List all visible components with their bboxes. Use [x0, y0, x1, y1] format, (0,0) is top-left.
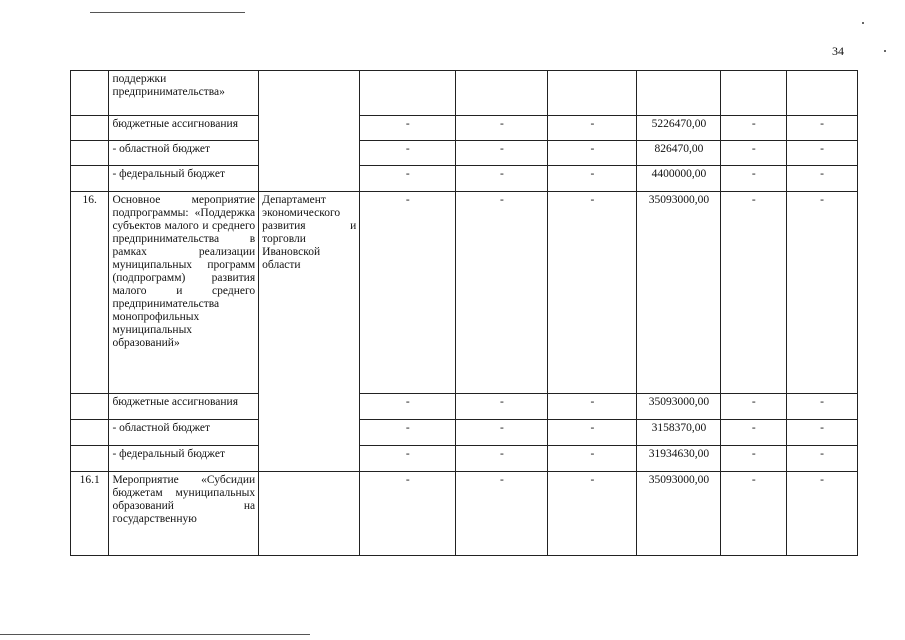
table-row [71, 116, 858, 141]
row-number [71, 166, 109, 192]
value-cell: - [456, 141, 548, 166]
amount-cell [637, 71, 721, 116]
table-row [71, 446, 858, 472]
value-cell: - [360, 166, 456, 192]
value-cell: - [787, 420, 858, 446]
value-cell: - [360, 192, 456, 394]
value-cell: - [721, 472, 787, 556]
value-cell: - [721, 116, 787, 141]
value-cell: - [456, 446, 548, 472]
value-cell [721, 71, 787, 116]
scan-artifact-top [90, 12, 245, 13]
value-cell: - [456, 420, 548, 446]
row-number [71, 71, 109, 116]
value-cell: - [360, 446, 456, 472]
value-cell: - [787, 472, 858, 556]
budget-table [70, 70, 858, 556]
value-cell: - [548, 394, 637, 420]
value-cell [548, 71, 637, 116]
value-cell: - [721, 394, 787, 420]
table-row [71, 394, 858, 420]
value-cell: - [360, 420, 456, 446]
row-number [71, 141, 109, 166]
value-cell: - [787, 446, 858, 472]
value-cell: - [548, 166, 637, 192]
value-cell: - [787, 192, 858, 394]
value-cell: - [456, 166, 548, 192]
page-number: 34 [832, 44, 844, 58]
scan-artifact-bottom [0, 634, 310, 635]
value-cell: - [721, 420, 787, 446]
row-number: 16.1 [71, 472, 109, 556]
value-cell: - [548, 472, 637, 556]
value-cell: - [456, 116, 548, 141]
value-cell: - [721, 141, 787, 166]
amount-cell: 5226470,00 [637, 116, 721, 141]
table-row [71, 472, 858, 556]
table-row [71, 192, 858, 394]
value-cell: - [360, 141, 456, 166]
value-cell [360, 71, 456, 116]
table-row [71, 141, 858, 166]
amount-cell: 35093000,00 [637, 472, 721, 556]
value-cell: - [721, 166, 787, 192]
value-cell: - [787, 166, 858, 192]
amount-cell: 35093000,00 [637, 394, 721, 420]
executor-cell [259, 472, 360, 556]
scan-artifact-dot [862, 22, 864, 24]
table-row [71, 166, 858, 192]
value-cell: - [456, 394, 548, 420]
row-number: 16. [71, 192, 109, 394]
value-cell: - [360, 116, 456, 141]
executor-cell: Департамент экономического развития и торговли Ивановской области [259, 192, 360, 472]
value-cell: - [360, 394, 456, 420]
measure-name: - федеральный бюджет [109, 446, 259, 472]
scan-artifact-dot [884, 50, 886, 52]
value-cell: - [721, 192, 787, 394]
amount-cell: 35093000,00 [637, 192, 721, 394]
measure-name: Основное мероприятие подпрограммы: «Поддержка субъектов малого и среднего предпринимательства в рамках реализации муниципальных программ (подпрограмм) развития малого и среднего предпринимательства монопрофильных муниципальных образований» [109, 192, 259, 394]
value-cell: - [721, 446, 787, 472]
value-cell: - [787, 394, 858, 420]
row-number [71, 420, 109, 446]
value-cell [456, 71, 548, 116]
table-row [71, 71, 858, 116]
value-cell: - [787, 141, 858, 166]
value-cell: - [548, 116, 637, 141]
measure-name: бюджетные ассигнования [109, 116, 259, 141]
measure-name: - федеральный бюджет [109, 166, 259, 192]
measure-name: поддержки предпринимательства» [109, 71, 259, 116]
value-cell: - [548, 420, 637, 446]
amount-cell: 31934630,00 [637, 446, 721, 472]
row-number [71, 394, 109, 420]
amount-cell: 826470,00 [637, 141, 721, 166]
value-cell [787, 71, 858, 116]
row-number [71, 116, 109, 141]
value-cell: - [548, 141, 637, 166]
measure-name: - областной бюджет [109, 141, 259, 166]
value-cell: - [360, 472, 456, 556]
amount-cell: 4400000,00 [637, 166, 721, 192]
table-row [71, 420, 858, 446]
amount-cell: 3158370,00 [637, 420, 721, 446]
measure-name: Мероприятие «Субсидии бюджетам муниципальных образований на государственную [109, 472, 259, 556]
value-cell: - [787, 116, 858, 141]
value-cell: - [548, 192, 637, 394]
value-cell: - [456, 472, 548, 556]
value-cell: - [548, 446, 637, 472]
measure-name: бюджетные ассигнования [109, 394, 259, 420]
measure-name: - областной бюджет [109, 420, 259, 446]
row-number [71, 446, 109, 472]
value-cell: - [456, 192, 548, 394]
executor-cell [259, 71, 360, 192]
